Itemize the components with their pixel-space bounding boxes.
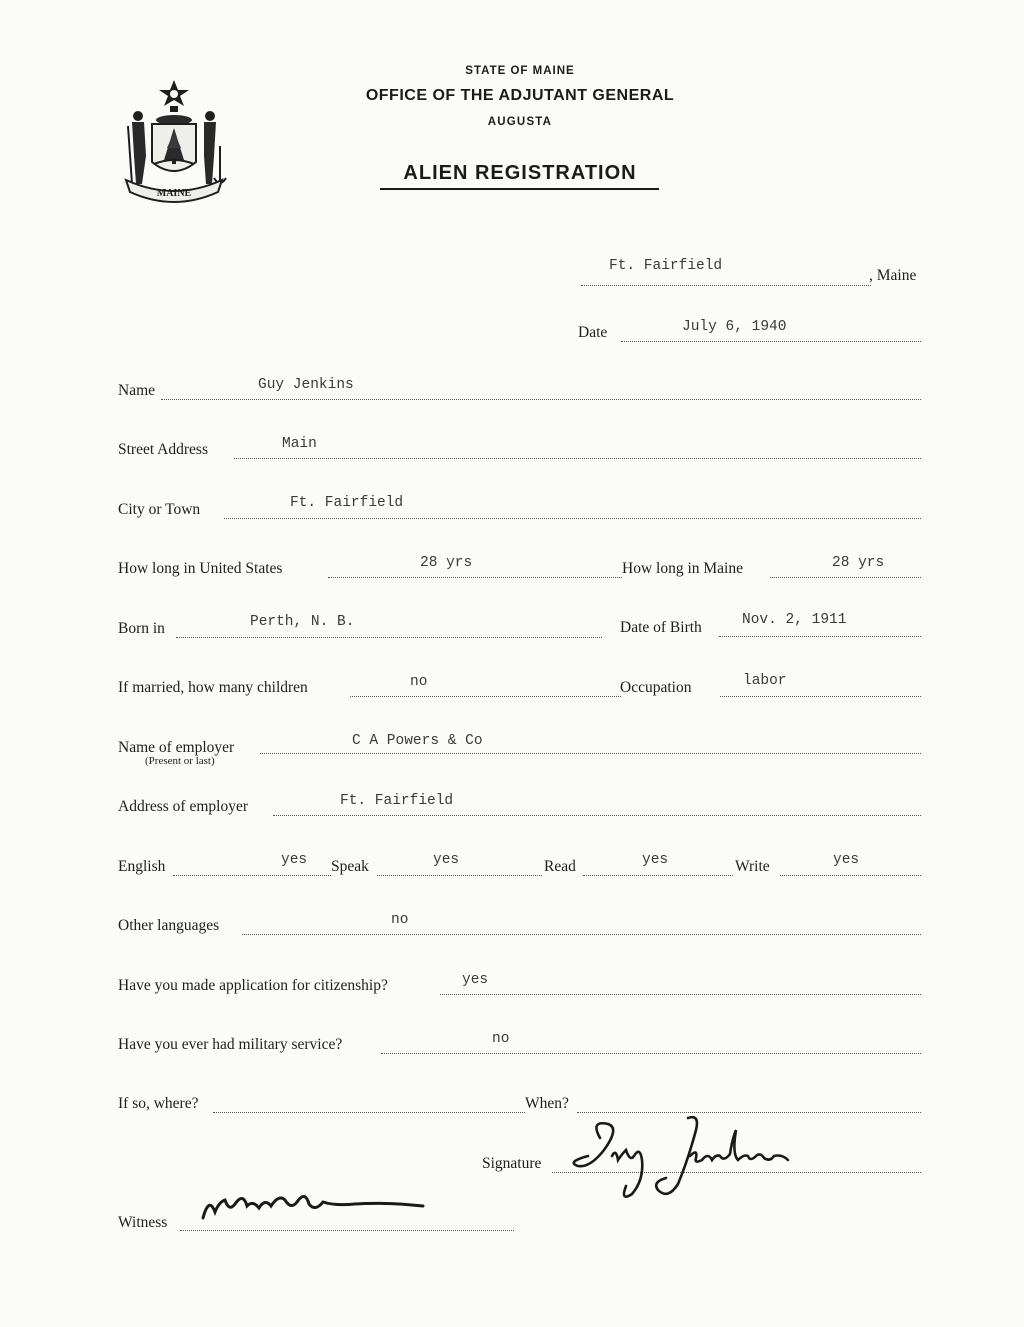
name-line (161, 399, 921, 400)
write-line (780, 875, 921, 876)
occupation-label: Occupation (620, 679, 692, 696)
date-label: Date (578, 324, 608, 341)
how-long-maine-label: How long in Maine (622, 560, 743, 577)
how-long-us-value[interactable]: 28 yrs (420, 555, 473, 571)
form-title: ALIEN REGISTRATION (403, 162, 637, 184)
read-label: Read (544, 858, 576, 875)
employer-line (260, 753, 921, 754)
where-label: If so, where? (118, 1095, 199, 1112)
write-value[interactable]: yes (833, 852, 860, 868)
citizenship-value[interactable]: yes (462, 972, 489, 988)
citizenship-label: Have you made application for citizenship? (118, 977, 388, 994)
english-line (173, 875, 331, 876)
city-label: City or Town (118, 501, 201, 518)
born-in-label: Born in (118, 620, 165, 637)
how-long-maine-value[interactable]: 28 yrs (832, 555, 885, 571)
speak-line (377, 875, 542, 876)
other-languages-label: Other languages (118, 917, 220, 934)
military-value[interactable]: no (492, 1031, 510, 1047)
name-label: Name (118, 382, 156, 399)
english-label: English (118, 858, 166, 875)
employer-label: Name of employer (118, 739, 235, 756)
born-in-value[interactable]: Perth, N. B. (250, 614, 355, 630)
where-line (213, 1112, 525, 1113)
employer-value[interactable]: C A Powers & Co (352, 733, 483, 749)
other-languages-value[interactable]: no (391, 912, 409, 928)
read-line (583, 875, 733, 876)
street-line (234, 458, 921, 459)
employer-address-label: Address of employer (118, 798, 248, 815)
office-heading: OFFICE OF THE ADJUTANT GENERAL (365, 87, 675, 104)
other-languages-line (242, 934, 921, 935)
seal-ribbon-text: MAINE (156, 188, 192, 199)
date-value[interactable]: July 6, 1940 (682, 319, 787, 335)
city-heading: AUGUSTA (487, 116, 553, 128)
state-heading: STATE OF MAINE (465, 65, 575, 77)
children-value[interactable]: no (410, 674, 428, 690)
street-label: Street Address (118, 441, 208, 458)
dob-label: Date of Birth (620, 619, 702, 636)
title-underline (380, 188, 659, 190)
place-value[interactable]: Ft. Fairfield (609, 258, 723, 274)
dob-value[interactable]: Nov. 2, 1911 (742, 612, 847, 628)
military-label: Have you ever had military service? (118, 1036, 343, 1053)
city-value[interactable]: Ft. Fairfield (290, 495, 404, 511)
witness-handwriting (195, 1182, 435, 1230)
signature-handwriting (560, 1110, 820, 1205)
children-line (350, 696, 621, 697)
how-long-maine-line (770, 577, 921, 578)
how-long-us-label: How long in United States (118, 560, 283, 577)
speak-value[interactable]: yes (433, 852, 460, 868)
date-line (621, 341, 921, 342)
military-line (381, 1053, 921, 1054)
employer-sublabel: (Present or last) (145, 755, 215, 767)
dob-line (719, 636, 921, 637)
write-label: Write (735, 858, 770, 875)
speak-label: Speak (331, 858, 369, 875)
witness-line (180, 1230, 514, 1231)
children-label: If married, how many children (118, 679, 308, 696)
signature-label: Signature (482, 1155, 542, 1172)
city-line (224, 518, 921, 519)
place-suffix: , Maine (869, 267, 917, 284)
occupation-line (720, 696, 921, 697)
place-line (581, 285, 871, 286)
english-value[interactable]: yes (281, 852, 308, 868)
born-in-line (176, 637, 602, 638)
when-label: When? (525, 1095, 569, 1112)
read-value[interactable]: yes (642, 852, 669, 868)
witness-label: Witness (118, 1214, 168, 1231)
occupation-value[interactable]: labor (743, 673, 787, 689)
name-value[interactable]: Guy Jenkins (258, 377, 354, 393)
employer-address-line (273, 815, 921, 816)
how-long-us-line (328, 577, 622, 578)
street-value[interactable]: Main (282, 436, 317, 452)
citizenship-line (440, 994, 921, 995)
employer-address-value[interactable]: Ft. Fairfield (340, 793, 454, 809)
